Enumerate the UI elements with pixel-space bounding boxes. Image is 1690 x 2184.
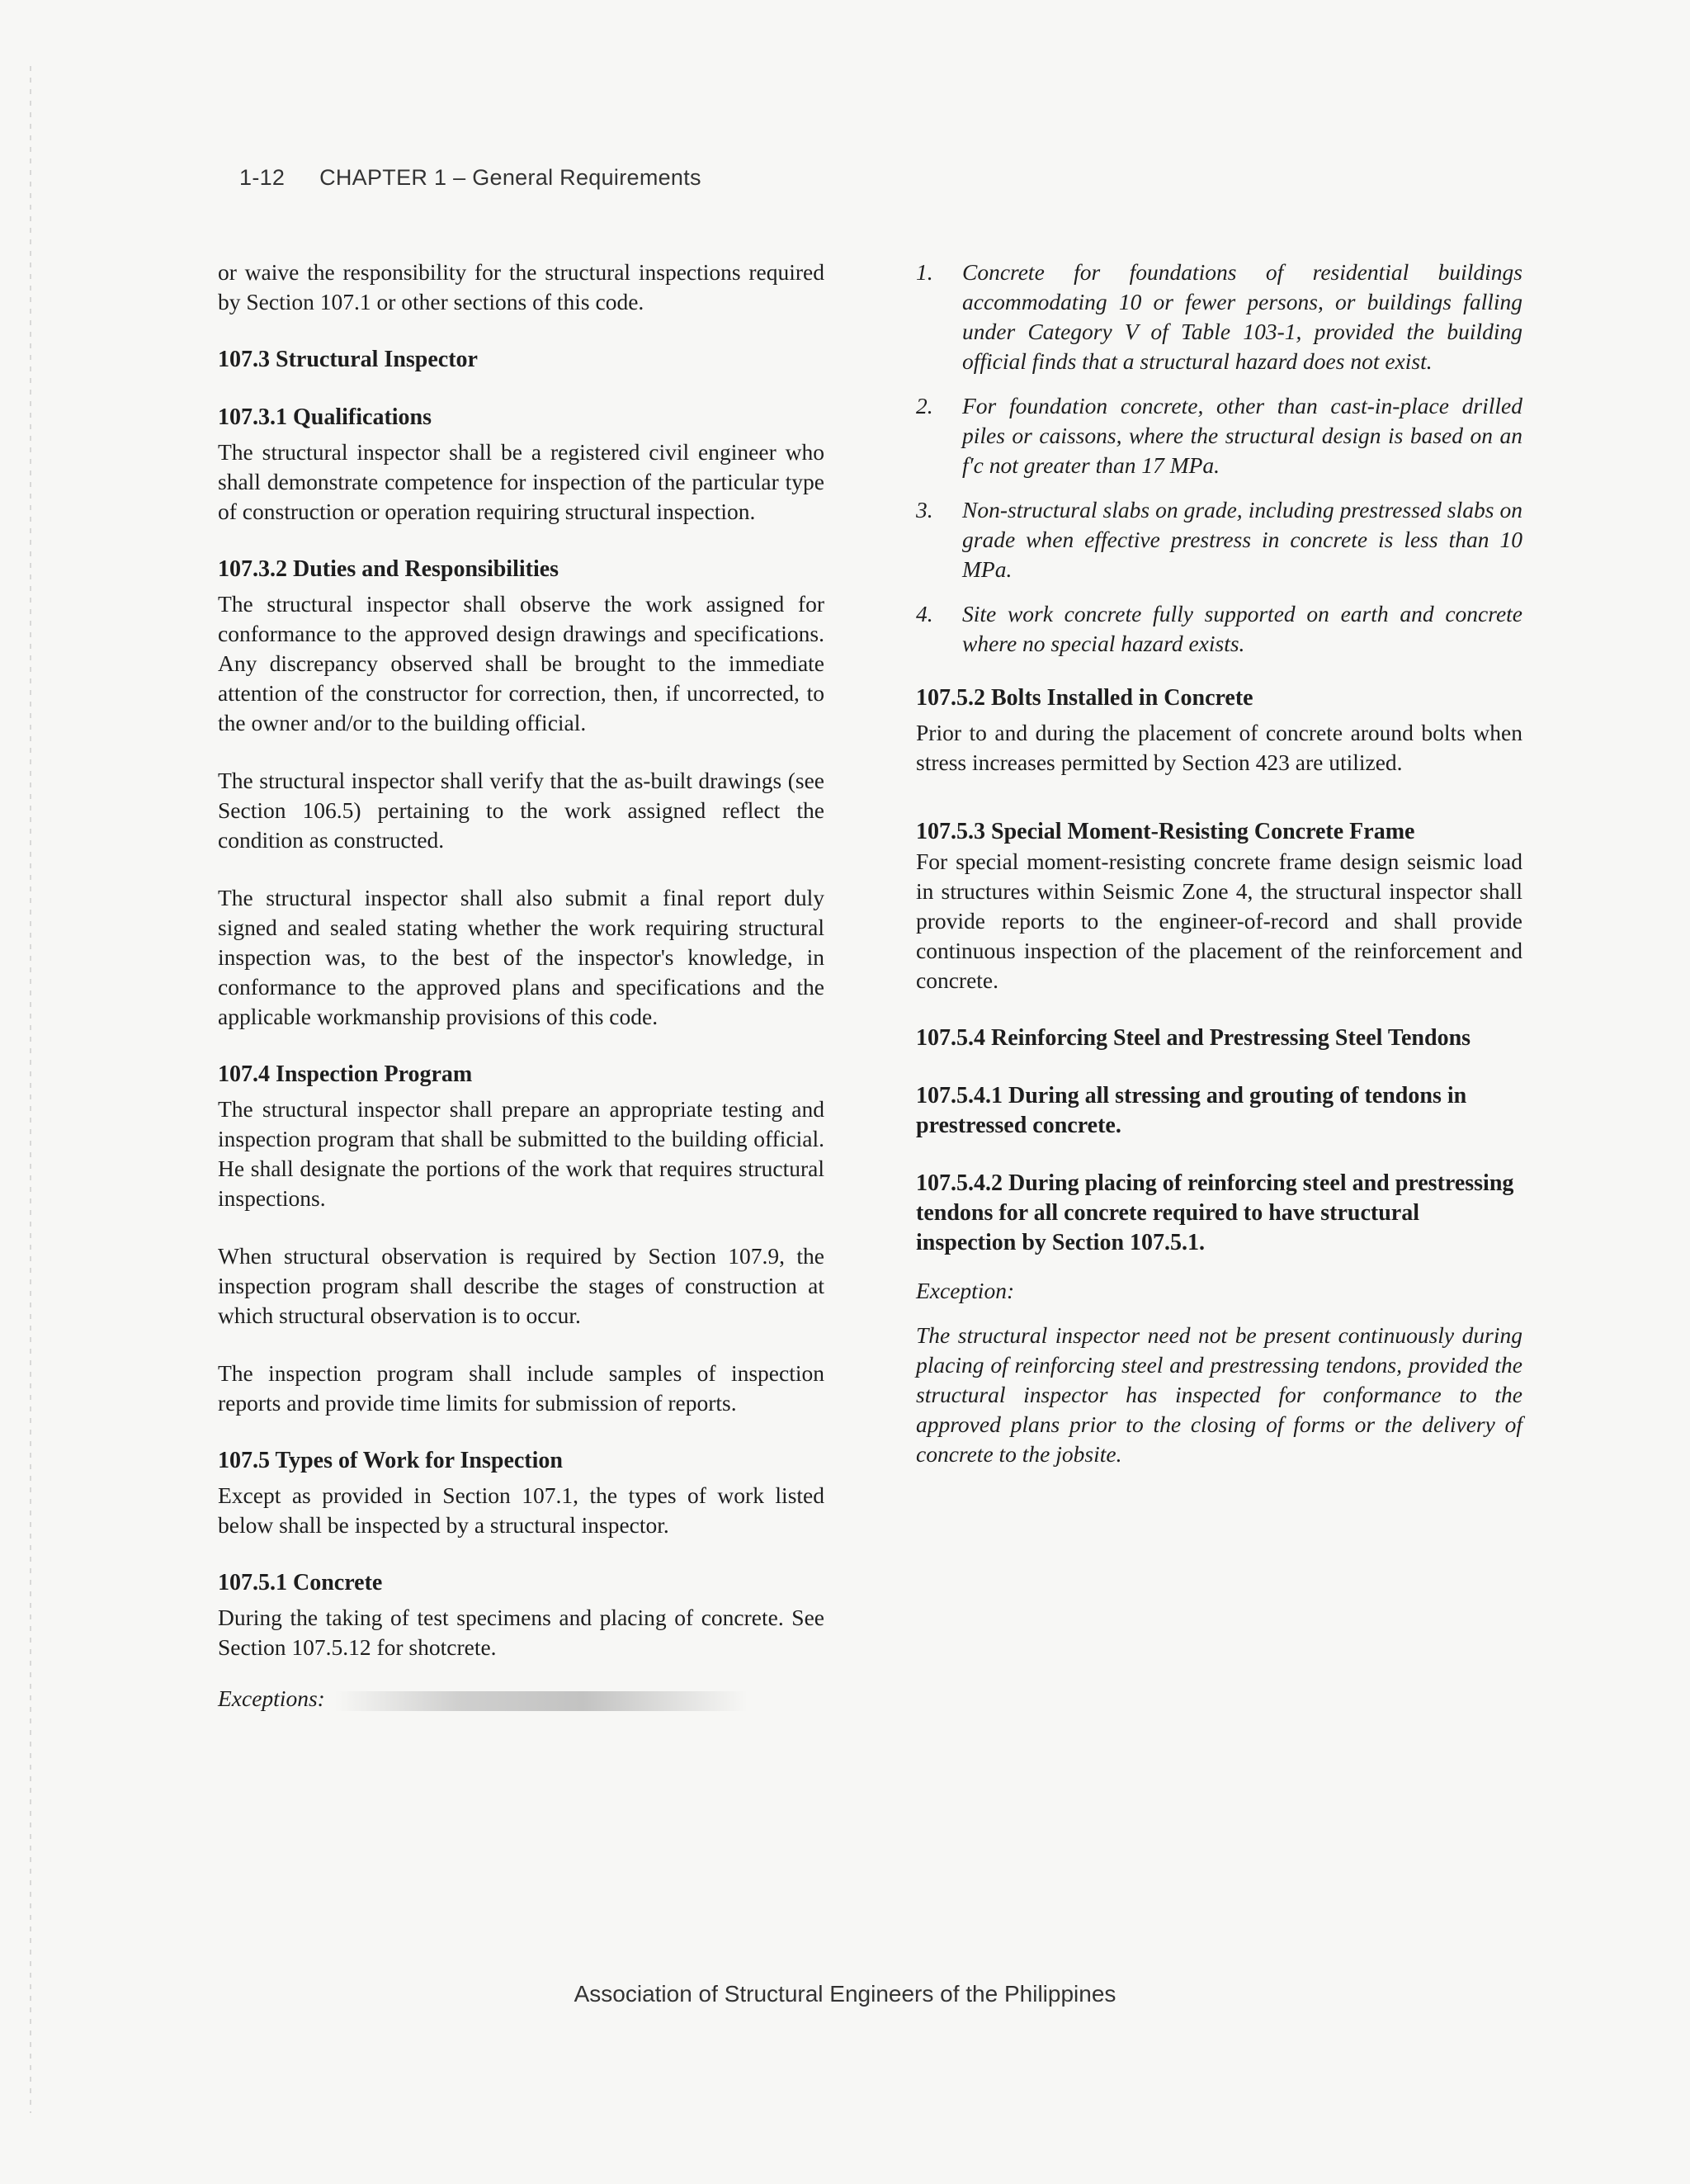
- exception-paragraph: The structural inspector need not be present continuously during placing of reinforcing steel and prestressing tendons, provided the structural inspector has inspected for conformance to the approved plans prior to the closing of forms or the delivery of concrete to the jobsite.: [916, 1322, 1522, 1467]
- section-107-4-paragraph-3: The inspection program shall include samples of inspection reports and provide time limits for submission of reports.: [218, 1360, 824, 1416]
- section-107-3-2-heading: 107.3.2 Duties and Responsibilities: [218, 556, 559, 582]
- running-header: [239, 165, 701, 191]
- section-107-4-heading: 107.4 Inspection Program: [218, 1061, 473, 1087]
- section-107-5-2-heading: 107.5.2 Bolts Installed in Concrete: [916, 685, 1253, 711]
- section-107-3-heading: 107.3 Structural Inspector: [218, 347, 478, 372]
- section-107-5-2-text: Prior to and during the placement of concrete around bolts when stress increases permitted by Section 423 are utilized.: [916, 720, 1522, 775]
- section-107-5-1-heading: 107.5.1 Concrete: [218, 1570, 383, 1595]
- section-107-3-1-heading: 107.3.1 Qualifications: [218, 404, 432, 430]
- section-107-3-2-paragraph-3: The structural inspector shall also submit a final report duly signed and sealed stating whether the work requiring structural inspection was, to the best of the inspector's knowledge, in conformance to the approved plans and specifications and the applicable workmanship provisions of this code.: [218, 885, 824, 1029]
- section-107-5-4-1-heading: 107.5.4.1 During all stressing and grouting of tendons in prestressed concrete.: [916, 1083, 1467, 1138]
- exception-number: 3.: [916, 497, 933, 522]
- section-107-3-2-paragraph-1: The structural inspector shall observe the work assigned for conformance to the approved design drawings and specifications. Any discrepancy observed shall be brought to the immediate attention of the constructor for correction, then, if uncorrected, to the owner and/or to the building official.: [218, 591, 824, 735]
- chapter-title: CHAPTER 1 – General Requirements: [319, 165, 701, 190]
- scan-smudge: [335, 1691, 748, 1711]
- section-107-5-text: Except as provided in Section 107.1, the types of work listed below shall be inspected by a structural inspector.: [218, 1482, 824, 1538]
- exception-item: [916, 258, 1522, 376]
- exception-number: 1.: [916, 259, 933, 285]
- section-107-3-1-text: The structural inspector shall be a registered civil engineer who shall demonstrate competence for inspection of the particular type of construction or operation requiring structural inspection.: [218, 439, 824, 524]
- exceptions-line: [218, 1684, 824, 1714]
- exception-text: Concrete for foundations of residential buildings accommodating 10 or fewer persons, or buildings falling under Category V of Table 103-1, provided the building official finds that a structural hazard does not exist.: [962, 259, 1522, 374]
- exception-text: Non-structural slabs on grade, including prestressed slabs on grade when effective prestress in concrete is less than 10 MPa.: [962, 497, 1522, 582]
- section-107-5-3-heading: 107.5.3 Special Moment-Resisting Concrete Frame: [916, 819, 1415, 844]
- section-107-5-heading: 107.5 Types of Work for Inspection: [218, 1448, 563, 1473]
- exception-item: [916, 495, 1522, 584]
- page-number: 1-12: [239, 165, 286, 190]
- page-footer: Association of Structural Engineers of the Philippines: [574, 1981, 1116, 2007]
- left-column: [218, 258, 824, 1742]
- exception-text: For foundation concrete, other than cast-in-place drilled piles or caissons, where the structural design is based on an f′c not greater than 17 MPa.: [962, 393, 1522, 478]
- section-107-5-1-text: During the taking of test specimens and placing of concrete. See Section 107.5.12 for shotcrete.: [218, 1605, 824, 1660]
- section-107-5-4-2-heading: 107.5.4.2 During placing of reinforcing steel and prestressing tendons for all concrete required to have structural inspection by Section 107.5.1.: [916, 1170, 1514, 1255]
- scan-edge-mark: [30, 66, 31, 2113]
- intro-paragraph: or waive the responsibility for the structural inspections required by Section 107.1 or other sections of this code.: [218, 259, 824, 314]
- exception-item: [916, 599, 1522, 659]
- section-107-4-paragraph-1: The structural inspector shall prepare an appropriate testing and inspection program that shall be submitted to the building official. He shall designate the portions of the work that requires structural inspections.: [218, 1096, 824, 1211]
- section-107-4-paragraph-2: When structural observation is required by Section 107.9, the inspection program shall describe the stages of construction at which structural observation is to occur.: [218, 1243, 824, 1328]
- right-column: [916, 258, 1522, 1497]
- exceptions-list: [916, 258, 1522, 659]
- exception-text: Site work concrete fully supported on earth and concrete where no special hazard exists.: [962, 601, 1522, 656]
- exception-number: 2.: [916, 393, 933, 418]
- exception-number: 4.: [916, 601, 933, 626]
- exception-label: Exception:: [916, 1278, 1015, 1303]
- section-107-5-4-heading: 107.5.4 Reinforcing Steel and Prestressing Steel Tendons: [916, 1025, 1471, 1051]
- section-107-3-2-paragraph-2: The structural inspector shall verify that the as-built drawings (see Section 106.5) pertaining to the work assigned reflect the condition as constructed.: [218, 768, 824, 853]
- exceptions-label: Exceptions:: [218, 1685, 325, 1711]
- section-107-5-3-text: For special moment-resisting concrete frame design seismic load in structures within Seismic Zone 4, the structural inspector shall provide reports to the engineer-of-record and shall provide continuous inspection of the placement of the reinforcement and concrete.: [916, 849, 1522, 993]
- exception-item: [916, 391, 1522, 480]
